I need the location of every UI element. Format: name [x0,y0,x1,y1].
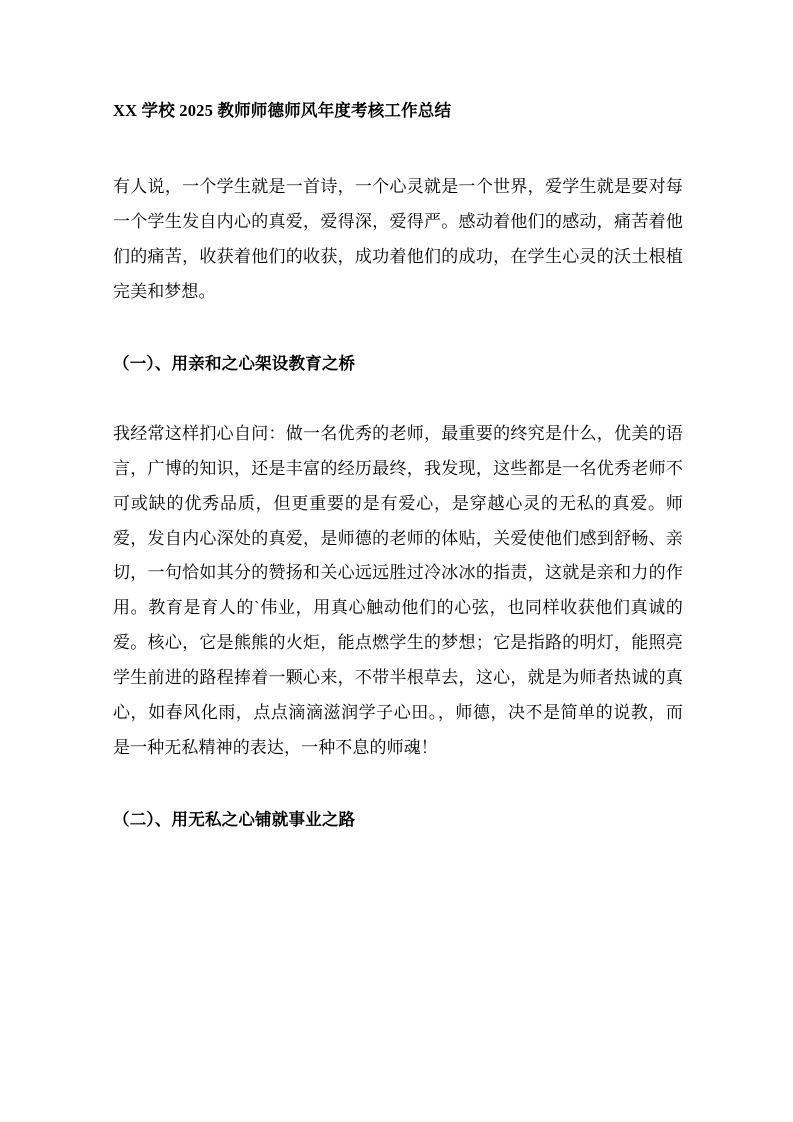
spacer [113,379,683,417]
spacer [113,124,683,170]
spacer [113,766,683,804]
spacer [113,310,683,348]
section-heading-1: （一）、用亲和之心架设教育之桥 [113,353,356,373]
page-title: XX 学校 2025 教师师德师风年度考核工作总结 [113,101,452,120]
paragraph-intro: 有人说，一个学生就是一首诗，一个心灵就是一个世界，爱学生就是要对每一个学生发自内心的真爱，爱得深，爱得严。感动着他们的感动，痛苦着他们的痛苦，收获着他们的收获，成功着他们的成功，在学生心灵的沃土根植完美和梦想。 [113,177,683,301]
section-heading-2: （二）、用无私之心铺就事业之路 [113,809,356,829]
paragraph-section-1-body: 我经常这样扪心自问：做一名优秀的老师，最重要的终究是什么，优美的语言，广博的知识，还是丰富的经历最终，我发现，这些都是一名优秀老师不可或缺的优秀品质，但更重要的是有爱心，是穿越心灵的无私的真爱。师爱，发自内心深处的真爱，是师德的老师的体贴，关爱使他们感到舒畅、亲切，一句恰如其分的赞扬和关心远远胜过冷冰冰的指责，这就是亲和力的作用。教育是育人的`伟业，用真心触动他们的心弦，也同样收获他们真诚的爱。核心，它是熊熊的火炬，能点燃学生的梦想；它是指路的明灯，能照亮学生前进的路程捧着一颗心来，不带半根草去，这心，就是为师者热诚的真心，如春风化雨，点点滴滴滋润学子心田。，师德，决不是简单的说教，而是一种无私精神的表达，一种不息的师魂！ [113,424,683,757]
document-content [113,98,683,835]
